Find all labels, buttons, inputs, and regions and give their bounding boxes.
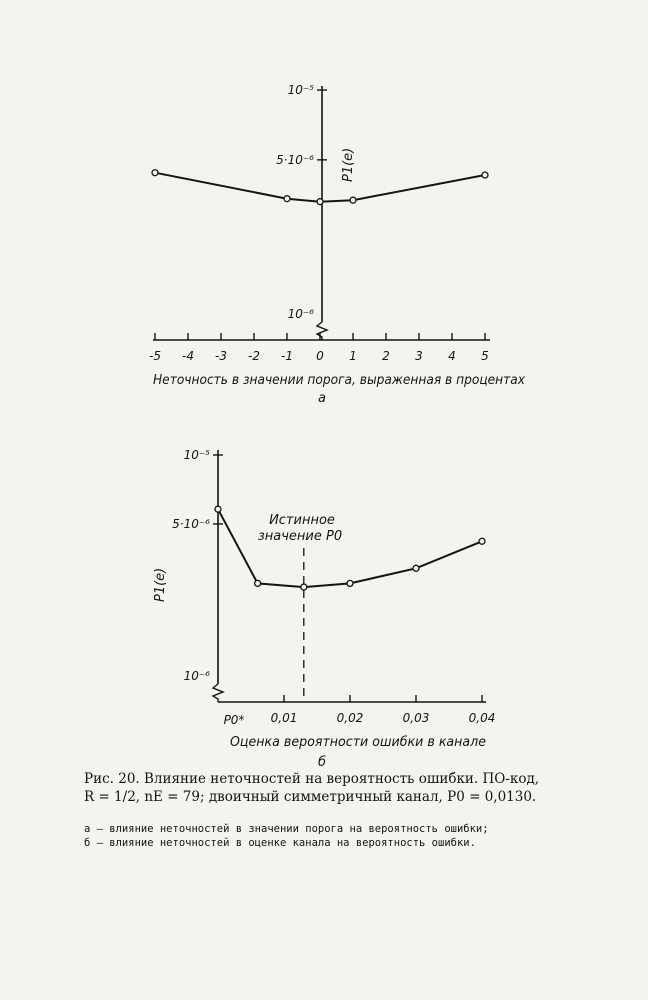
chart-b-data-point	[413, 565, 419, 571]
caption-line-2: R = 1/2, nE = 79; двоичный симметричный канал, P0 = 0,0130.	[84, 789, 537, 805]
chart-a	[149, 83, 525, 406]
figure-caption	[84, 770, 584, 806]
chart-a-x-tick-label: 0	[316, 349, 324, 363]
chart-a-data-point	[482, 172, 488, 178]
chart-a-y-label: P1(e)	[341, 147, 356, 182]
chart-a-x-ticks	[149, 333, 489, 363]
chart-b-y-tick-label: 10⁻⁶	[183, 669, 210, 683]
chart-b-y-tick-label: 10⁻⁵	[183, 448, 210, 462]
chart-a-x-tick-label: -1	[281, 349, 293, 363]
chart-b-x-label: Оценка вероятности ошибки в канале	[230, 735, 486, 750]
chart-a-panel-label: а	[318, 391, 326, 406]
figure-notes	[84, 822, 584, 850]
chart-b-panel-label: б	[317, 755, 327, 770]
chart-a-series-line	[155, 173, 485, 202]
chart-a-x-tick-label: 3	[415, 349, 423, 363]
chart-b-x-ticks	[224, 695, 496, 727]
chart-a-x-tick-label: -4	[182, 349, 194, 363]
caption-note-a: а — влияние неточностей в значении порога на вероятность ошибки;	[84, 823, 489, 835]
chart-b-x-tick-label: 0,03	[402, 711, 430, 725]
chart-b-data-point	[255, 580, 261, 586]
chart-b-annotation-line2: значение P0	[257, 529, 343, 544]
caption-line-1: Рис. 20. Влияние неточностей на вероятность ошибки. ПО-код,	[84, 771, 540, 787]
chart-b	[153, 448, 495, 770]
chart-a-data-point	[317, 199, 323, 205]
chart-a-axis-break	[317, 322, 327, 340]
chart-a-x-tick-label: 1	[349, 349, 357, 363]
chart-a-y-tick-label: 10⁻⁶	[287, 307, 314, 321]
chart-a-y-tick-label: 10⁻⁵	[287, 83, 314, 97]
chart-b-axis-break	[213, 684, 223, 702]
chart-a-points	[152, 170, 488, 205]
chart-b-x-tick-label: 0,04	[468, 711, 496, 725]
caption-note-b: б — влияние неточностей в оценке канала на вероятность ошибки.	[84, 837, 476, 849]
chart-b-x-tick-label: 0,02	[336, 711, 364, 725]
chart-b-data-point	[479, 538, 485, 544]
chart-a-x-tick-label: 5	[481, 349, 489, 363]
chart-b-y-ticks	[172, 448, 223, 683]
chart-a-x-tick-label: -2	[248, 349, 260, 363]
chart-b-series-line	[218, 509, 482, 587]
chart-a-x-tick-label: 2	[382, 349, 390, 363]
chart-a-data-point	[350, 197, 356, 203]
chart-b-x-special-tick-label: P0*	[223, 713, 245, 727]
chart-a-data-point	[152, 170, 158, 176]
chart-b-data-point	[215, 506, 221, 512]
chart-b-x-tick-label: 0,01	[270, 711, 298, 725]
chart-b-annotation-line1: Истинное	[269, 513, 335, 528]
chart-b-data-point	[347, 580, 353, 586]
chart-a-y-tick-label: 5·10⁻⁶	[276, 152, 314, 167]
chart-a-data-point	[284, 196, 290, 202]
chart-a-x-tick-label: -5	[149, 349, 161, 363]
chart-b-y-label: P1(e)	[153, 567, 168, 602]
chart-a-x-tick-label: -3	[215, 349, 227, 363]
chart-b-data-point	[301, 584, 307, 590]
chart-a-x-tick-label: 4	[448, 349, 456, 363]
chart-a-x-label: Неточность в значении порога, выраженная в процентах	[153, 373, 526, 388]
chart-b-y-tick-label: 5·10⁻⁶	[172, 516, 210, 531]
